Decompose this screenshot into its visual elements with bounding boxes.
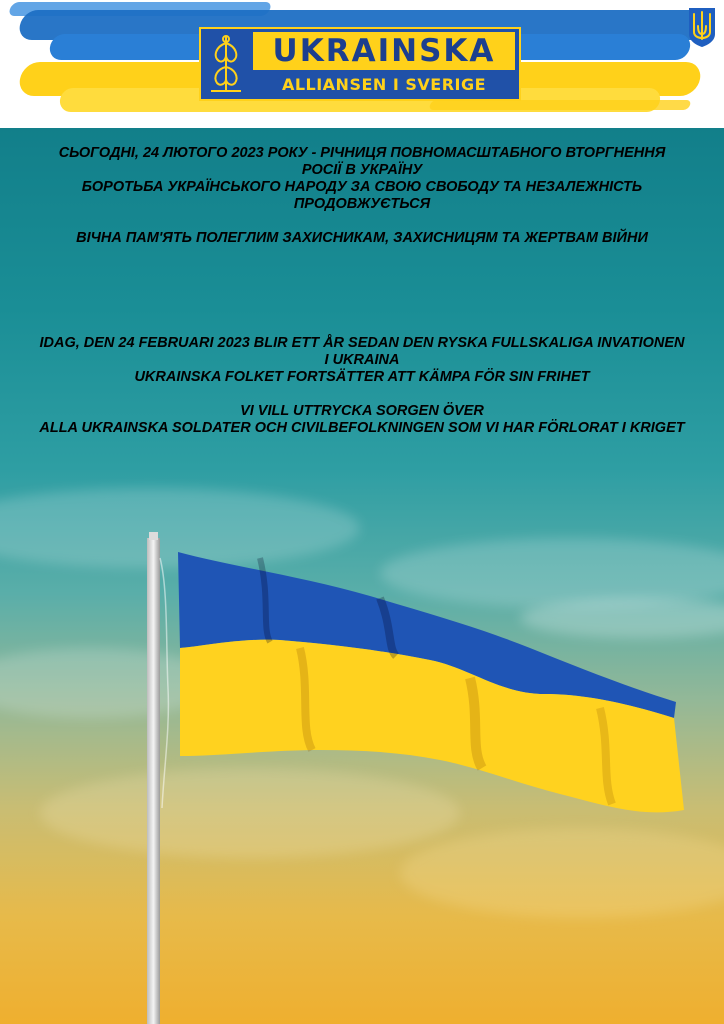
swedish-message-line: IDAG, DEN 24 FEBRUARI 2023 BLIR ETT ÅR SEDAN DEN RYSKA FULLSKALIGA INVATIONEN (39, 335, 685, 351)
trident-coat-of-arms-icon (686, 6, 718, 48)
header-banner (0, 0, 724, 128)
pole-finial (149, 532, 158, 540)
folk-ornament-icon (205, 33, 247, 95)
brush-stroke-yellow (428, 100, 691, 110)
swedish-message-line: I UKRAINA (324, 352, 400, 368)
ukrainian-message-line: ПРОДОВЖУЄТЬСЯ (293, 196, 431, 212)
swedish-message-line: UKRAINSKA FOLKET FORTSÄTTER ATT KÄMPA FÖR SIN FRIHET (134, 369, 590, 385)
ukrainian-message-line: ВІЧНА ПАМ'ЯТЬ ПОЛЕГЛИМ ЗАХИСНИКАМ, ЗАХИСНИЦЯМ ТА ЖЕРТВАМ ВІЙНИ (76, 230, 648, 246)
ukrainian-message-line: РОСІЇ В УКРАЇНУ (301, 162, 423, 178)
flag-rope (160, 558, 168, 808)
ukrainian-message-line: СЬОГОДНІ, 24 ЛЮТОГО 2023 РОКУ - РІЧНИЦЯ ПОВНОМАСШТАБНОГО ВТОРГНЕННЯ (58, 145, 666, 161)
swedish-message (0, 335, 724, 437)
ukrainian-flag-on-pole (0, 128, 724, 1024)
ukrainian-message (0, 145, 724, 247)
swedish-message-line: VI VILL UTTRYCKA SORGEN ÖVER (240, 403, 484, 419)
swedish-message-line: ALLA UKRAINSKA SOLDATER OCH CIVILBEFOLKNINGEN SOM VI HAR FÖRLORAT I KRIGET (39, 420, 685, 436)
flag-pole (147, 538, 160, 1024)
ukrainian-message-line: БОРОТЬБА УКРАЇНСЬКОГО НАРОДУ ЗА СВОЮ СВОБОДУ ТА НЕЗАЛЕЖНІСТЬ (81, 179, 643, 195)
organization-logo (199, 27, 521, 101)
logo-subtitle: ALLIANSEN I SVERIGE (281, 75, 487, 94)
logo-title: UKRAINSKA (253, 32, 515, 70)
